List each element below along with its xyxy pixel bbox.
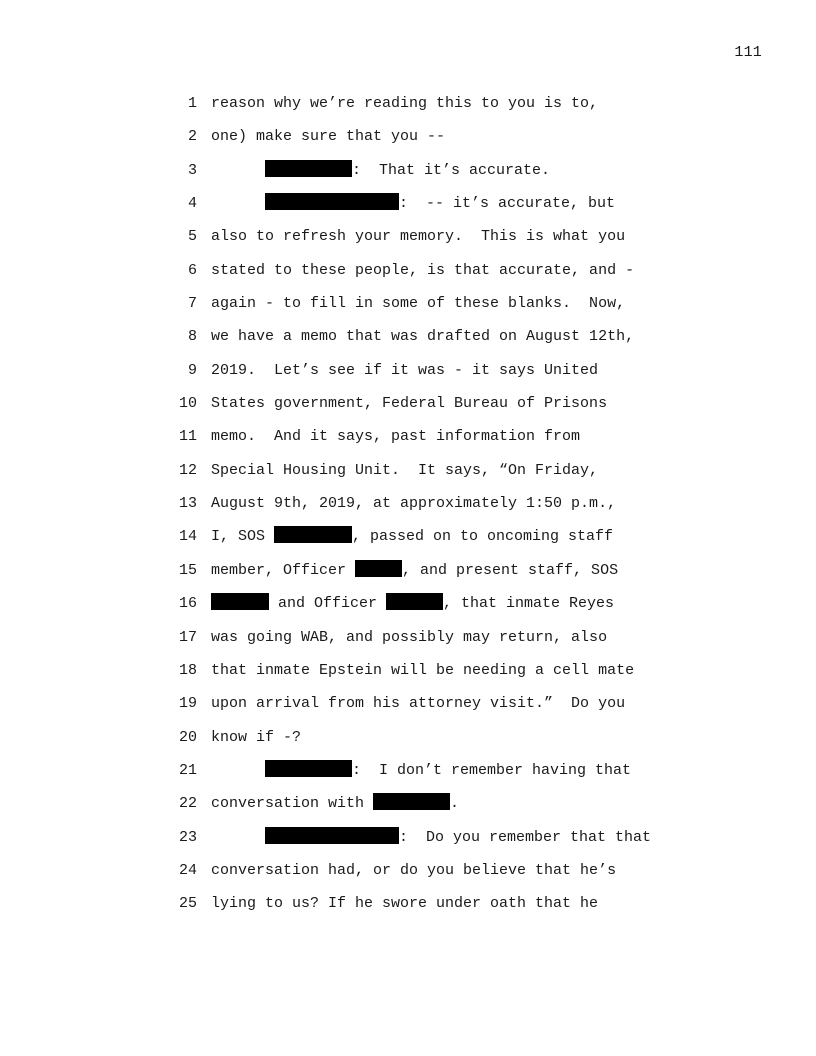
line-text: [211, 256, 634, 286]
line-number: 20: [178, 728, 197, 746]
line-text: [211, 89, 598, 119]
transcript-line: [160, 723, 720, 756]
text-segment: one) make sure that you --: [211, 128, 446, 146]
line-text: [211, 189, 615, 219]
line-text: [211, 289, 625, 319]
redaction-box: [265, 193, 399, 210]
line-text: [211, 456, 598, 486]
line-text: [211, 856, 616, 886]
text-segment: [211, 162, 265, 179]
text-segment: upon arrival from his attorney visit.” Do you: [211, 695, 626, 713]
text-segment: member, Officer: [211, 561, 356, 579]
line-text: [211, 356, 598, 386]
redaction-box: [265, 160, 352, 177]
transcript-line: [160, 156, 720, 189]
line-number: 6: [187, 261, 197, 279]
transcript-line: [160, 889, 720, 922]
text-segment: [211, 829, 265, 846]
transcript-line: [160, 356, 720, 389]
transcript-line: [160, 422, 720, 455]
text-segment: conversation had, or do you believe that he’s: [211, 861, 617, 879]
text-segment: stated to these people, is that accurate, and -: [211, 261, 635, 279]
text-segment: reason why we’re reading this to you is to,: [211, 95, 599, 112]
transcript-line: [160, 656, 720, 689]
line-text: [211, 222, 625, 252]
line-text: [211, 789, 459, 819]
line-number: 15: [178, 561, 197, 579]
redaction-box: [265, 760, 352, 777]
transcript-line: [160, 89, 720, 122]
text-segment: was going WAB, and possibly may return, also: [211, 628, 608, 646]
text-segment: , that inmate Reyes: [443, 595, 615, 613]
line-number: 1: [187, 95, 197, 112]
text-segment: [211, 762, 265, 779]
transcript-line: [160, 856, 720, 889]
line-number: 3: [187, 161, 197, 179]
text-segment: Special Housing Unit. It says, “On Friday,: [211, 461, 599, 479]
redaction-box: [386, 593, 443, 610]
transcript-line: [160, 823, 720, 856]
text-segment: : That it’s accurate.: [352, 161, 551, 179]
line-text: [211, 689, 625, 719]
line-text: [211, 422, 580, 452]
line-text: [211, 889, 598, 919]
line-number: 10: [178, 395, 197, 413]
redaction-box: [265, 827, 399, 844]
line-number: 9: [187, 361, 197, 379]
text-segment: that inmate Epstein will be needing a cell mate: [211, 661, 635, 679]
line-number: 7: [187, 295, 197, 313]
transcript-line: [160, 456, 720, 489]
transcript-line: [160, 522, 720, 555]
line-number: 23: [178, 828, 197, 846]
line-number: 2: [187, 128, 197, 146]
line-number: 25: [178, 895, 197, 913]
text-segment: : Do you remember that that: [399, 828, 652, 846]
redaction-box: [274, 526, 352, 543]
text-segment: conversation with: [211, 795, 374, 813]
line-text: [211, 723, 301, 753]
line-number: 21: [178, 761, 197, 779]
text-segment: memo. And it says, past information from: [211, 428, 581, 446]
line-text: [211, 322, 634, 352]
transcript-line: [160, 256, 720, 289]
text-segment: again - to fill in some of these blanks. Now,: [211, 295, 626, 313]
text-segment: : -- it’s accurate, but: [399, 195, 616, 213]
transcript-line: [160, 623, 720, 656]
transcript-line: [160, 222, 720, 255]
text-segment: August 9th, 2019, at approximately 1:50 p.m.,: [211, 495, 617, 513]
line-number: 22: [178, 795, 197, 813]
line-text: [211, 589, 614, 619]
line-number: 5: [187, 228, 197, 246]
page-number: 111: [734, 44, 762, 61]
line-text: [211, 522, 613, 552]
line-text: [211, 122, 445, 152]
redaction-box: [373, 793, 450, 810]
text-segment: 2019. Let’s see if it was - it says United: [211, 361, 599, 379]
line-text: [211, 556, 618, 586]
transcript-line: [160, 789, 720, 822]
text-segment: I, SOS: [211, 528, 275, 546]
line-text: [211, 756, 631, 786]
text-segment: : I don’t remember having that: [352, 761, 632, 779]
line-number: 8: [187, 328, 197, 346]
line-text: [211, 823, 651, 853]
transcript-line: [160, 289, 720, 322]
text-segment: [211, 195, 265, 212]
line-number: 16: [178, 595, 197, 613]
line-number: 13: [178, 495, 197, 513]
transcript-line: [160, 389, 720, 422]
line-number: 17: [178, 628, 197, 646]
text-segment: lying to us? If he swore under oath that he: [211, 895, 599, 913]
line-text: [211, 623, 607, 653]
line-number: 11: [178, 428, 197, 446]
line-number: 19: [178, 695, 197, 713]
transcript-line: [160, 689, 720, 722]
line-number: 14: [178, 528, 197, 546]
transcript-line: [160, 489, 720, 522]
transcript-line: [160, 556, 720, 589]
line-text: [211, 489, 616, 519]
transcript-line: [160, 756, 720, 789]
redaction-box: [355, 560, 402, 577]
redaction-box: [211, 593, 269, 610]
transcript-line: [160, 189, 720, 222]
line-number: 18: [178, 661, 197, 679]
text-segment: we have a memo that was drafted on August 12th,: [211, 328, 635, 346]
text-segment: .: [450, 795, 460, 813]
line-text: [211, 389, 607, 419]
text-segment: also to refresh your memory. This is what you: [211, 228, 626, 246]
transcript-line: [160, 122, 720, 155]
line-number: 24: [178, 861, 197, 879]
line-number: 12: [178, 461, 197, 479]
line-text: [211, 156, 550, 186]
line-number: 4: [187, 195, 197, 213]
text-segment: , passed on to oncoming staff: [352, 528, 614, 546]
transcript-body: [160, 89, 720, 923]
transcript-line: [160, 322, 720, 355]
line-text: [211, 656, 634, 686]
text-segment: know if -?: [211, 728, 302, 746]
text-segment: States government, Federal Bureau of Prisons: [211, 395, 608, 413]
text-segment: and Officer: [269, 595, 387, 613]
transcript-line: [160, 589, 720, 622]
text-segment: , and present staff, SOS: [402, 561, 619, 579]
